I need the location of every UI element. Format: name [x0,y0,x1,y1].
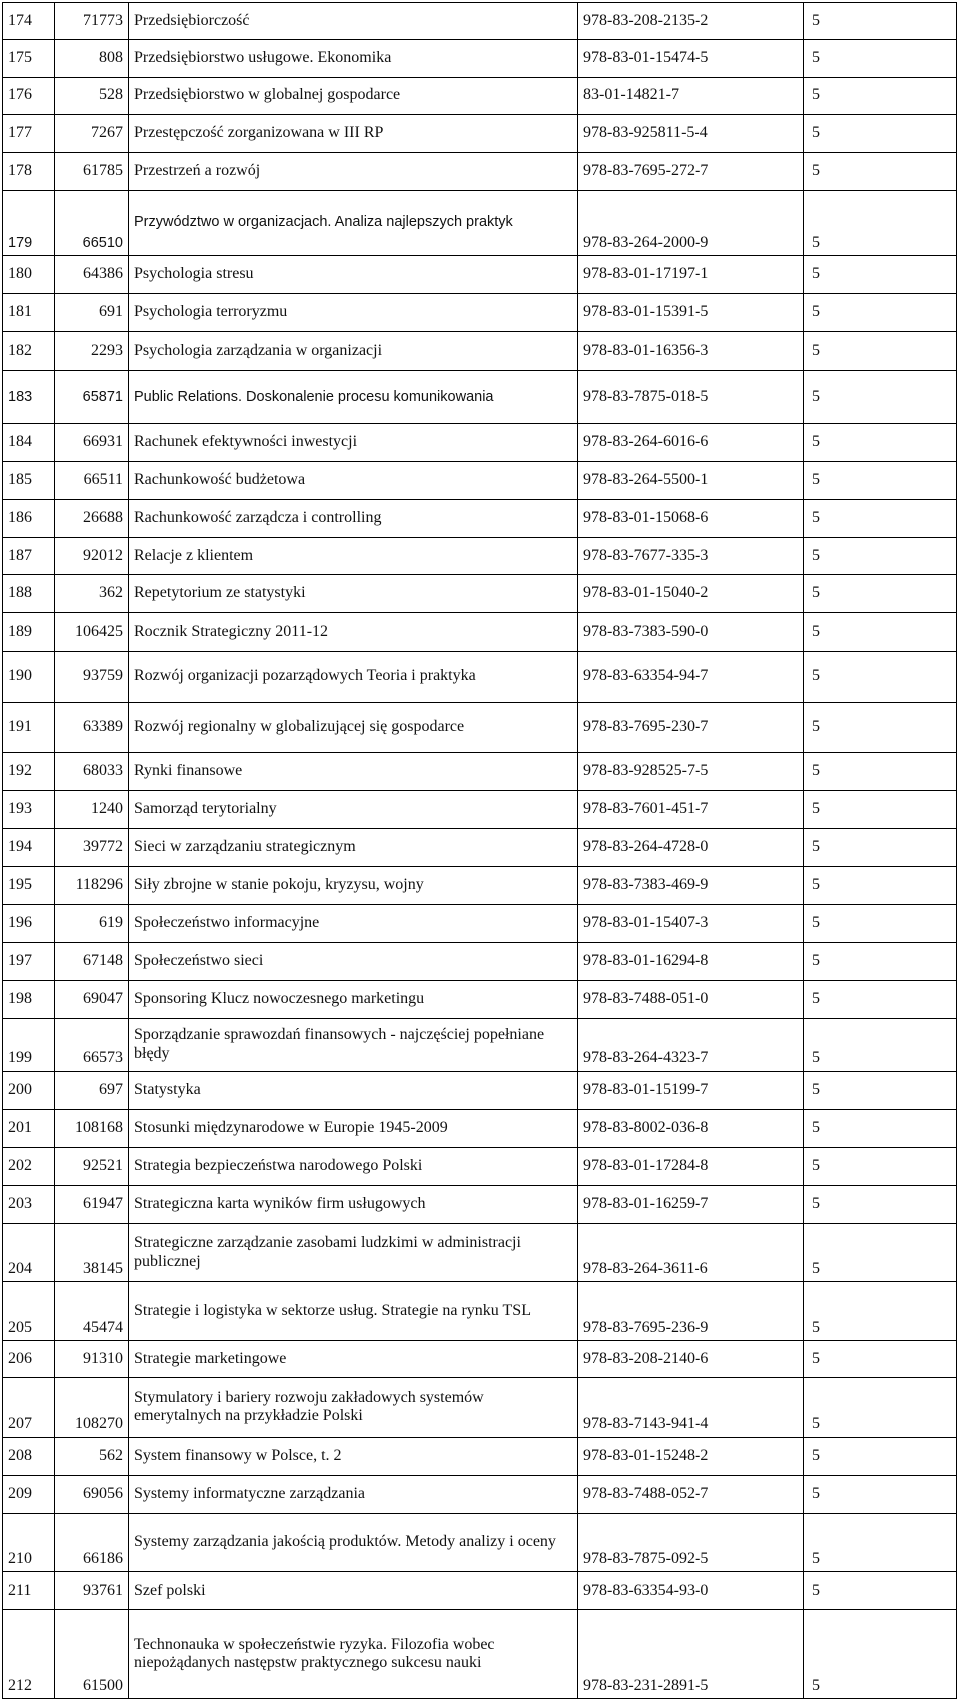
row-number-cell: 175 [3,39,55,77]
table-row [3,424,957,462]
row-number-cell: 188 [3,574,55,612]
table-row [3,1147,957,1185]
title-cell: Rocznik Strategiczny 2011-12 [129,612,578,651]
row-number-cell: 210 [3,1513,55,1572]
catalog-id-cell: 808 [55,39,129,77]
row-number-cell: 204 [3,1223,55,1282]
quantity-cell: 5 [804,1513,957,1572]
catalog-id-cell: 64386 [55,256,129,294]
quantity-cell: 5 [804,1223,957,1282]
catalog-id-cell: 63389 [55,702,129,753]
title-cell: Przestępczość zorganizowana w III RP [129,114,578,152]
table-row [3,1377,957,1437]
isbn-cell: 978-83-01-17197-1 [578,256,804,294]
row-number-cell: 203 [3,1185,55,1223]
row-number-cell: 202 [3,1147,55,1185]
isbn-cell: 978-83-264-6016-6 [578,424,804,462]
table-row [3,867,957,905]
title-cell: Technonauka w społeczeństwie ryzyka. Filozofia wobec niepożądanych następstw praktycznego sukcesu nauki [129,1610,578,1699]
quantity-cell: 5 [804,905,957,943]
quantity-cell: 5 [804,980,957,1018]
quantity-cell: 5 [804,39,957,77]
quantity-cell: 5 [804,702,957,753]
title-cell: Strategiczne zarządzanie zasobami ludzkimi w administracji publicznej [129,1223,578,1282]
isbn-cell: 978-83-8002-036-8 [578,1109,804,1147]
isbn-cell: 978-83-01-15407-3 [578,905,804,943]
row-number-cell: 200 [3,1071,55,1109]
table-row [3,1071,957,1109]
row-number-cell: 181 [3,294,55,332]
quantity-cell: 5 [804,1475,957,1513]
table-row [3,753,957,791]
row-number-cell: 179 [3,190,55,256]
table-row [3,702,957,753]
row-number-cell: 189 [3,612,55,651]
title-cell: Psychologia terroryzmu [129,294,578,332]
quantity-cell: 5 [804,371,957,424]
row-number-cell: 197 [3,942,55,980]
catalog-id-cell: 691 [55,294,129,332]
isbn-cell: 978-83-01-15474-5 [578,39,804,77]
title-cell: Psychologia zarządzania w organizacji [129,332,578,371]
isbn-cell: 978-83-208-2140-6 [578,1341,804,1378]
catalog-id-cell: 106425 [55,612,129,651]
quantity-cell: 5 [804,256,957,294]
isbn-cell: 978-83-208-2135-2 [578,3,804,40]
table-row [3,1282,957,1341]
catalog-id-cell: 92521 [55,1147,129,1185]
row-number-cell: 177 [3,114,55,152]
isbn-cell: 978-83-01-16294-8 [578,942,804,980]
catalog-id-cell: 65871 [55,371,129,424]
table-row [3,1513,957,1572]
row-number-cell: 187 [3,537,55,574]
title-cell: Public Relations. Doskonalenie procesu komunikowania [129,371,578,424]
row-number-cell: 195 [3,867,55,905]
title-cell: Rachunkowość budżetowa [129,462,578,500]
isbn-cell: 978-83-231-2891-5 [578,1610,804,1699]
table-row [3,371,957,424]
table-row [3,1341,957,1378]
quantity-cell: 5 [804,753,957,791]
title-cell: Siły zbrojne w stanie pokoju, kryzysu, wojny [129,867,578,905]
table-row [3,1437,957,1475]
table-row [3,1018,957,1071]
catalog-id-cell: 38145 [55,1223,129,1282]
catalog-id-cell: 68033 [55,753,129,791]
isbn-cell: 978-83-264-4728-0 [578,829,804,867]
title-cell: Rozwój organizacji pozarządowych Teoria i praktyka [129,651,578,702]
catalog-id-cell: 69056 [55,1475,129,1513]
title-cell: Społeczeństwo informacyjne [129,905,578,943]
quantity-cell: 5 [804,867,957,905]
table-row [3,612,957,651]
isbn-cell: 978-83-925811-5-4 [578,114,804,152]
isbn-cell: 978-83-264-2000-9 [578,190,804,256]
catalog-id-cell: 528 [55,77,129,114]
table-row [3,829,957,867]
book-table [2,2,957,1699]
isbn-cell: 978-83-7488-051-0 [578,980,804,1018]
title-cell: Sieci w zarządzaniu strategicznym [129,829,578,867]
table-row [3,114,957,152]
title-cell: Rachunkowość zarządcza i controlling [129,500,578,538]
table-row [3,1109,957,1147]
row-number-cell: 196 [3,905,55,943]
title-cell: Przedsiębiorczość [129,3,578,40]
quantity-cell: 5 [804,332,957,371]
catalog-id-cell: 697 [55,1071,129,1109]
row-number-cell: 174 [3,3,55,40]
quantity-cell: 5 [804,1109,957,1147]
title-cell: Strategie i logistyka w sektorze usług. Strategie na rynku TSL [129,1282,578,1341]
isbn-cell: 978-83-928525-7-5 [578,753,804,791]
quantity-cell: 5 [804,424,957,462]
table-row [3,256,957,294]
quantity-cell: 5 [804,1018,957,1071]
table-row [3,1223,957,1282]
quantity-cell: 5 [804,1437,957,1475]
quantity-cell: 5 [804,500,957,538]
quantity-cell: 5 [804,3,957,40]
catalog-id-cell: 66511 [55,462,129,500]
catalog-id-cell: 26688 [55,500,129,538]
row-number-cell: 184 [3,424,55,462]
book-list-sheet [2,2,956,1699]
row-number-cell: 191 [3,702,55,753]
quantity-cell: 5 [804,791,957,829]
row-number-cell: 212 [3,1610,55,1699]
isbn-cell: 978-83-01-16356-3 [578,332,804,371]
quantity-cell: 5 [804,1341,957,1378]
title-cell: Przywództwo w organizacjach. Analiza najlepszych praktyk [129,190,578,256]
quantity-cell: 5 [804,77,957,114]
quantity-cell: 5 [804,537,957,574]
quantity-cell: 5 [804,1282,957,1341]
isbn-cell: 978-83-01-16259-7 [578,1185,804,1223]
table-row [3,77,957,114]
catalog-id-cell: 93761 [55,1572,129,1610]
row-number-cell: 194 [3,829,55,867]
isbn-cell: 978-83-7695-236-9 [578,1282,804,1341]
catalog-id-cell: 91310 [55,1341,129,1378]
quantity-cell: 5 [804,942,957,980]
quantity-cell: 5 [804,1147,957,1185]
isbn-cell: 978-83-01-15068-6 [578,500,804,538]
title-cell: Psychologia stresu [129,256,578,294]
title-cell: System finansowy w Polsce, t. 2 [129,1437,578,1475]
title-cell: Społeczeństwo sieci [129,942,578,980]
isbn-cell: 978-83-7601-451-7 [578,791,804,829]
title-cell: Statystyka [129,1071,578,1109]
table-row [3,39,957,77]
title-cell: Przedsiębiorstwo usługowe. Ekonomika [129,39,578,77]
quantity-cell: 5 [804,1071,957,1109]
title-cell: Strategiczna karta wyników firm usługowych [129,1185,578,1223]
catalog-id-cell: 67148 [55,942,129,980]
row-number-cell: 206 [3,1341,55,1378]
row-number-cell: 205 [3,1282,55,1341]
quantity-cell: 5 [804,612,957,651]
catalog-id-cell: 45474 [55,1282,129,1341]
title-cell: Samorząd terytorialny [129,791,578,829]
table-row [3,152,957,190]
table-row [3,905,957,943]
title-cell: Rozwój regionalny w globalizującej się gospodarce [129,702,578,753]
row-number-cell: 207 [3,1377,55,1437]
isbn-cell: 978-83-7143-941-4 [578,1377,804,1437]
catalog-id-cell: 562 [55,1437,129,1475]
quantity-cell: 5 [804,1610,957,1699]
title-cell: Przedsiębiorstwo w globalnej gospodarce [129,77,578,114]
row-number-cell: 183 [3,371,55,424]
table-row [3,3,957,40]
isbn-cell: 978-83-7695-272-7 [578,152,804,190]
quantity-cell: 5 [804,1185,957,1223]
catalog-id-cell: 71773 [55,3,129,40]
catalog-id-cell: 69047 [55,980,129,1018]
table-row [3,1572,957,1610]
quantity-cell: 5 [804,462,957,500]
catalog-id-cell: 66510 [55,190,129,256]
quantity-cell: 5 [804,114,957,152]
row-number-cell: 201 [3,1109,55,1147]
quantity-cell: 5 [804,1572,957,1610]
title-cell: Stosunki międzynarodowe w Europie 1945-2009 [129,1109,578,1147]
table-row [3,651,957,702]
catalog-id-cell: 66931 [55,424,129,462]
title-cell: Systemy zarządzania jakością produktów. Metody analizy i oceny [129,1513,578,1572]
row-number-cell: 185 [3,462,55,500]
title-cell: Strategia bezpieczeństwa narodowego Polski [129,1147,578,1185]
catalog-id-cell: 61785 [55,152,129,190]
title-cell: Strategie marketingowe [129,1341,578,1378]
isbn-cell: 978-83-63354-94-7 [578,651,804,702]
catalog-id-cell: 61947 [55,1185,129,1223]
table-row [3,1610,957,1699]
title-cell: Przestrzeń a rozwój [129,152,578,190]
title-cell: Rynki finansowe [129,753,578,791]
catalog-id-cell: 108270 [55,1377,129,1437]
table-row [3,462,957,500]
isbn-cell: 978-83-264-3611-6 [578,1223,804,1282]
isbn-cell: 978-83-01-17284-8 [578,1147,804,1185]
row-number-cell: 180 [3,256,55,294]
table-row [3,332,957,371]
quantity-cell: 5 [804,574,957,612]
title-cell: Systemy informatyczne zarządzania [129,1475,578,1513]
table-row [3,574,957,612]
table-row [3,190,957,256]
title-cell: Sponsoring Klucz nowoczesnego marketingu [129,980,578,1018]
row-number-cell: 176 [3,77,55,114]
catalog-id-cell: 362 [55,574,129,612]
catalog-id-cell: 619 [55,905,129,943]
catalog-id-cell: 66573 [55,1018,129,1071]
table-row [3,980,957,1018]
table-row [3,537,957,574]
title-cell: Stymulatory i bariery rozwoju zakładowych systemów emerytalnych na przykładzie Polski [129,1377,578,1437]
table-row [3,294,957,332]
isbn-cell: 978-83-264-4323-7 [578,1018,804,1071]
quantity-cell: 5 [804,152,957,190]
isbn-cell: 978-83-01-15199-7 [578,1071,804,1109]
row-number-cell: 190 [3,651,55,702]
isbn-cell: 978-83-7383-590-0 [578,612,804,651]
catalog-id-cell: 108168 [55,1109,129,1147]
book-table-body [3,3,957,1699]
quantity-cell: 5 [804,190,957,256]
isbn-cell: 83-01-14821-7 [578,77,804,114]
title-cell: Rachunek efektywności inwestycji [129,424,578,462]
catalog-id-cell: 118296 [55,867,129,905]
row-number-cell: 211 [3,1572,55,1610]
catalog-id-cell: 39772 [55,829,129,867]
row-number-cell: 208 [3,1437,55,1475]
row-number-cell: 193 [3,791,55,829]
isbn-cell: 978-83-7875-018-5 [578,371,804,424]
title-cell: Szef polski [129,1572,578,1610]
isbn-cell: 978-83-01-15040-2 [578,574,804,612]
title-cell: Relacje z klientem [129,537,578,574]
row-number-cell: 209 [3,1475,55,1513]
catalog-id-cell: 93759 [55,651,129,702]
title-cell: Repetytorium ze statystyki [129,574,578,612]
row-number-cell: 199 [3,1018,55,1071]
table-row [3,500,957,538]
isbn-cell: 978-83-01-15248-2 [578,1437,804,1475]
row-number-cell: 182 [3,332,55,371]
isbn-cell: 978-83-7383-469-9 [578,867,804,905]
catalog-id-cell: 1240 [55,791,129,829]
row-number-cell: 178 [3,152,55,190]
isbn-cell: 978-83-7677-335-3 [578,537,804,574]
catalog-id-cell: 7267 [55,114,129,152]
isbn-cell: 978-83-7695-230-7 [578,702,804,753]
isbn-cell: 978-83-7488-052-7 [578,1475,804,1513]
catalog-id-cell: 61500 [55,1610,129,1699]
row-number-cell: 198 [3,980,55,1018]
isbn-cell: 978-83-63354-93-0 [578,1572,804,1610]
title-cell: Sporządzanie sprawozdań finansowych - najczęściej popełniane błędy [129,1018,578,1071]
row-number-cell: 192 [3,753,55,791]
catalog-id-cell: 92012 [55,537,129,574]
table-row [3,1185,957,1223]
table-row [3,1475,957,1513]
quantity-cell: 5 [804,829,957,867]
quantity-cell: 5 [804,1377,957,1437]
quantity-cell: 5 [804,294,957,332]
catalog-id-cell: 66186 [55,1513,129,1572]
isbn-cell: 978-83-7875-092-5 [578,1513,804,1572]
quantity-cell: 5 [804,651,957,702]
table-row [3,791,957,829]
row-number-cell: 186 [3,500,55,538]
isbn-cell: 978-83-264-5500-1 [578,462,804,500]
catalog-id-cell: 2293 [55,332,129,371]
table-row [3,942,957,980]
isbn-cell: 978-83-01-15391-5 [578,294,804,332]
